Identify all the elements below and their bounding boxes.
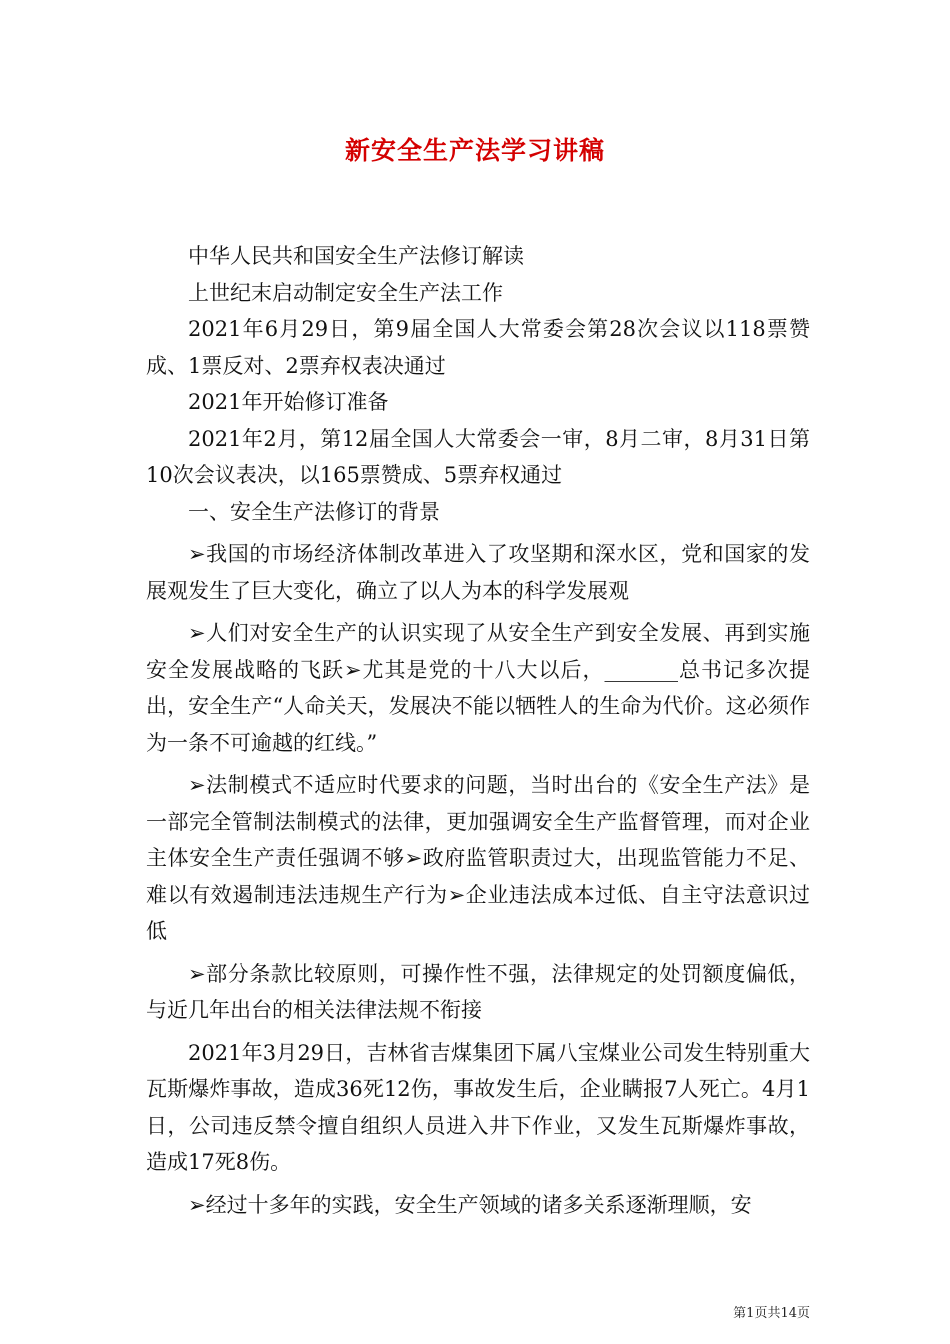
paragraph: 2021年开始修订准备 (188, 390, 389, 414)
document-title: 新安全生产法学习讲稿 (344, 136, 605, 165)
document-body (146, 238, 810, 1223)
section-heading: 一、安全生产法修订的背景 (188, 499, 440, 524)
paragraph: ➢部分条款比较原则，可操作性不强，法律规定的处罚额度偏低，与近几年出台的相关法律法规不衔接 (146, 961, 810, 1022)
paragraph: ➢我国的市场经济体制改革进入了攻坚期和深水区，党和国家的发展观发生了巨大变化，确立了以人为本的科学发展观 (146, 542, 810, 603)
paragraph: 中华人民共和国安全生产法修订解读 (188, 244, 524, 268)
paragraph: ➢法制模式不适应时代要求的问题，当时出台的《安全生产法》是一部完全管制法制模式的法律，更加强调安全生产监督管理，而对企业主体安全生产责任强调不够➢政府监管职责过大，出现监管能力不足、难以有效遏制违法违规生产行为➢企业违法成本过低、自主守法意识过低 (146, 773, 810, 943)
page-number-footer: 第1页共14页 (733, 1306, 810, 1321)
paragraph: ➢人们对安全生产的认识实现了从安全生产到安全发展、再到实施安全发展战略的飞跃➢尤其是党的十八大以后，_______总书记多次提出，安全生产“人命关天，发展决不能以牺牲人的生命为代价。这必须作为一条不可逾越的红线。” (146, 621, 810, 755)
paragraph: 2021年3月29日，吉林省吉煤集团下属八宝煤业公司发生特别重大瓦斯爆炸事故，造成36死12伤，事故发生后，企业瞒报7人死亡。4月1日，公司违反禁令擅自组织人员进入井下作业，又发生瓦斯爆炸事故，造成17死8伤。 (146, 1040, 810, 1174)
paragraph: ➢经过十多年的实践，安全生产领域的诸多关系逐渐理顺，安 (188, 1192, 752, 1217)
paragraph: 2021年2月，第12届全国人大常委会一审，8月二审，8月31日第10次会议表决，以165票赞成、5票弃权通过 (146, 426, 810, 487)
paragraph: 2021年6月29日，第9届全国人大常委会第28次会议以118票赞成、1票反对、2票弃权表决通过 (146, 317, 810, 378)
paragraph: 上世纪末启动制定安全生产法工作 (188, 280, 503, 305)
